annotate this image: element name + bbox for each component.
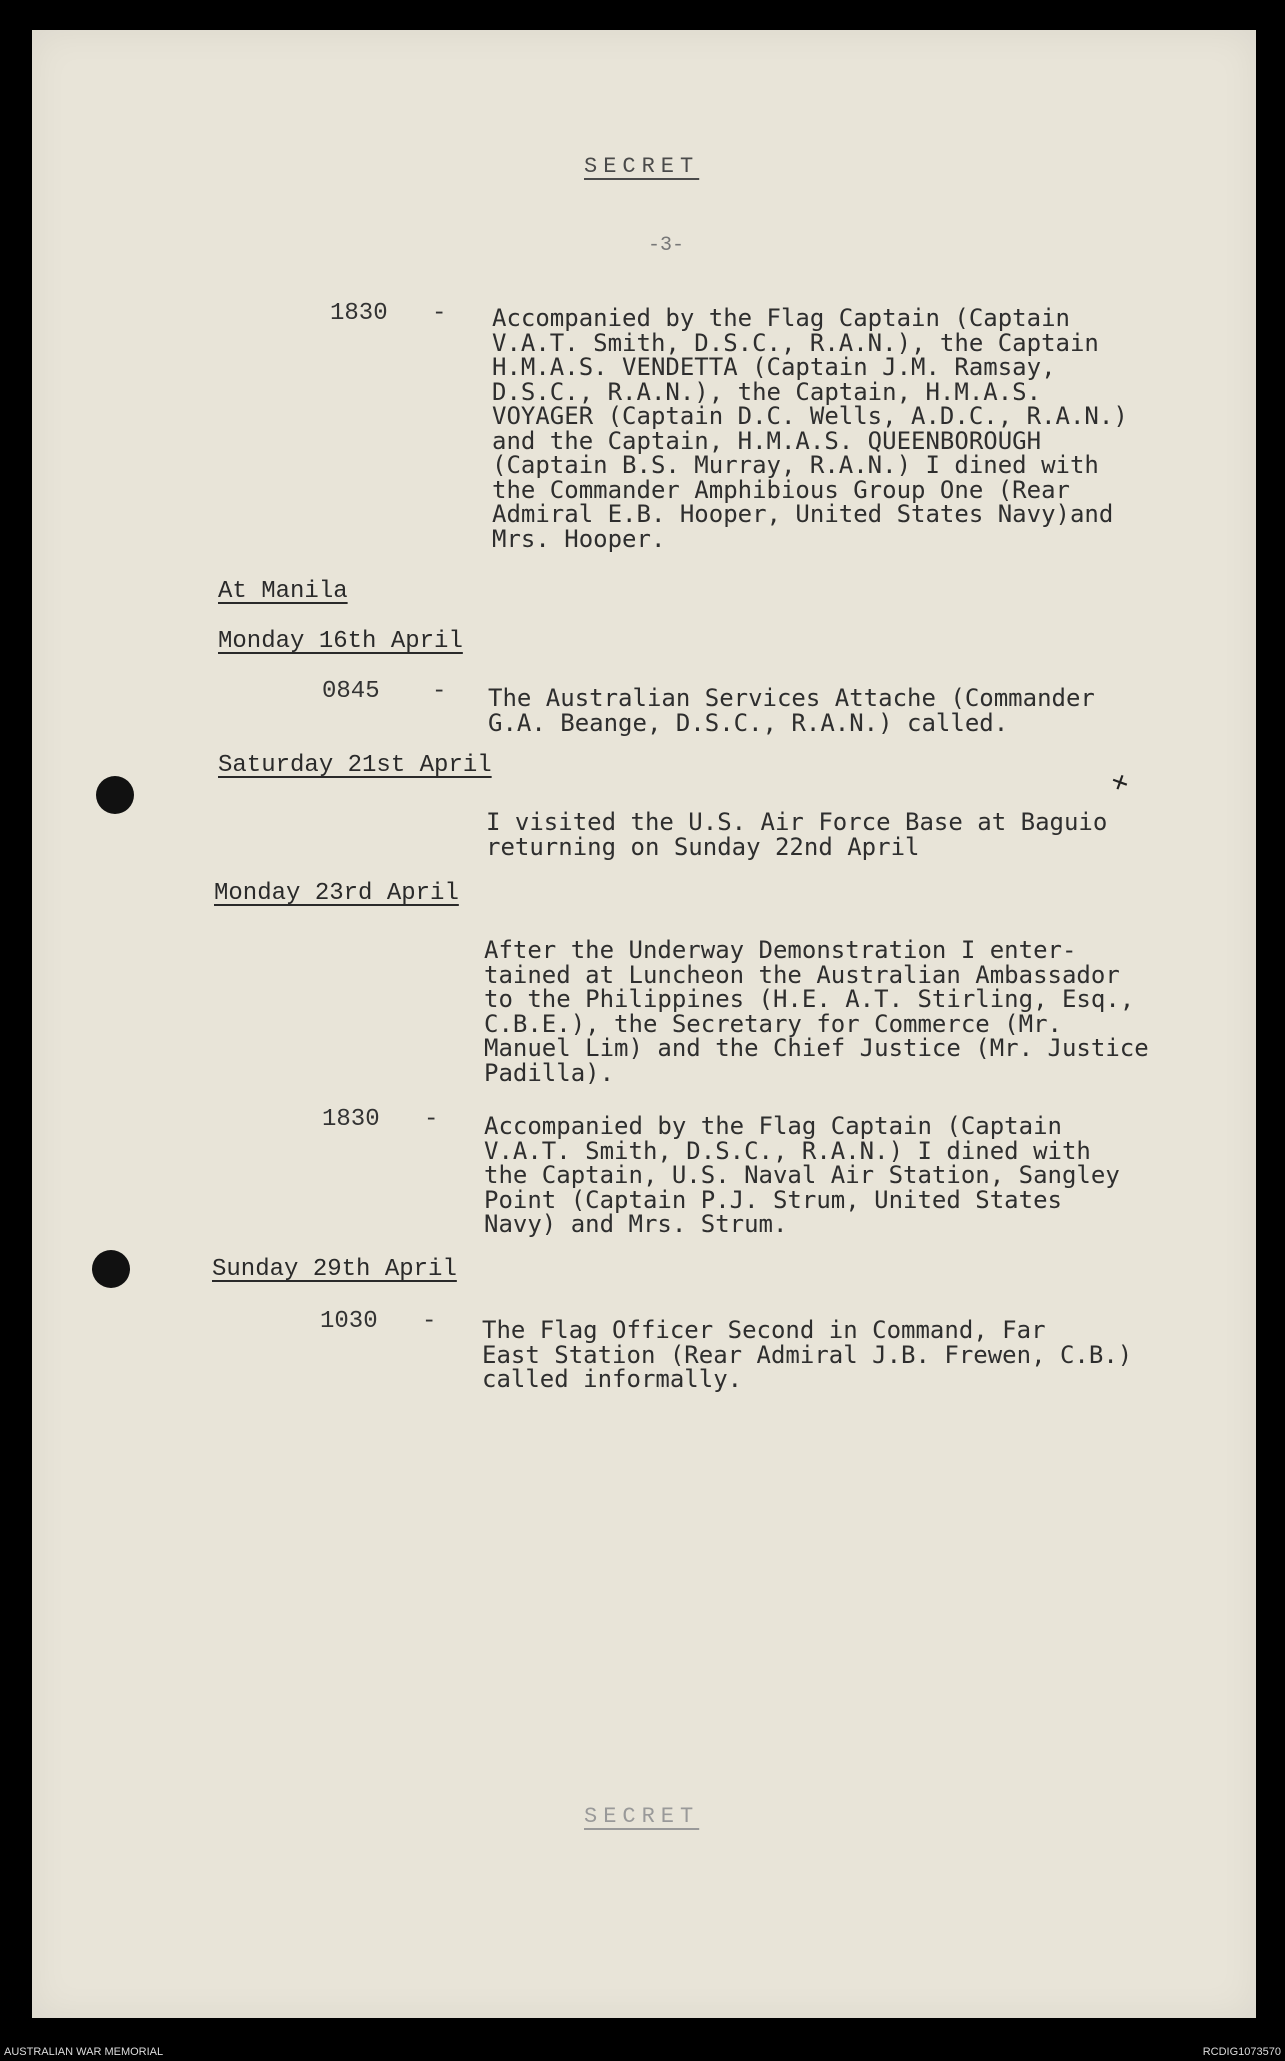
date-heading: Sunday 29th April	[212, 1256, 457, 1283]
entry-text: After the Underway Demonstration I enter- tained at Luncheon the Australian Ambassador to the Philippines (H.E. A.T. Stirling, Esq., C.B.E.), the Secretary for Commerce (Mr. Manuel Lim) and the Chief Justice (Mr. Justice Padilla).	[484, 936, 1149, 1087]
pen-tick-mark: +	[1104, 765, 1134, 805]
entry-time: 1830	[322, 1106, 380, 1133]
page-number: -3-	[648, 234, 685, 257]
classification-header: SECRET	[584, 154, 700, 179]
location-heading: At Manila	[218, 578, 348, 605]
entry-time: 1830	[330, 300, 388, 327]
entry-dash: -	[422, 1308, 437, 1335]
entry-text: The Australian Services Attache (Commander G.A. Beange, D.S.C., R.A.N.) called.	[488, 684, 1095, 737]
entry-time: 1030	[320, 1308, 378, 1335]
credit-left: AUSTRALIAN WAR MEMORIAL	[4, 2046, 164, 2058]
entry-dash: -	[432, 678, 447, 705]
entry-text: The Flag Officer Second in Command, Far East Station (Rear Admiral J.B. Frewen, C.B.) called informally.	[482, 1316, 1133, 1393]
entry-dash: -	[424, 1106, 439, 1133]
entry-text: I visited the U.S. Air Force Base at Baguio returning on Sunday 22nd April	[486, 808, 1108, 861]
classification-footer: SECRET	[584, 1804, 700, 1829]
date-heading: Saturday 21st April	[218, 752, 492, 779]
entry-time: 0845	[322, 678, 380, 705]
punch-hole	[92, 1250, 130, 1288]
entry-dash: -	[432, 300, 447, 327]
punch-hole	[96, 776, 134, 814]
date-heading: Monday 16th April	[218, 628, 463, 655]
entry-text: Accompanied by the Flag Captain (Captain V.A.T. Smith, D.S.C., R.A.N.), the Captain H.M.A.S. VENDETTA (Captain J.M. Ramsay, D.S.C., R.A.N.), the Captain, H.M.A.S. VOYAGER (Captain D.C. Wells, A.D.C., R.A.N.) and the Captain, H.M.A.S. QUEENBOROUGH (Captain B.S. Murray, R.A.N.) I dined with the Commander Amphibious Group One (Rear Admiral E.B. Hooper, United States Navy)and Mrs. Hooper.	[492, 304, 1128, 553]
entry-text: Accompanied by the Flag Captain (Captain V.A.T. Smith, D.S.C., R.A.N.) I dined with the Captain, U.S. Naval Air Station, Sangley Point (Captain P.J. Strum, United States Navy) and Mrs. Strum.	[484, 1112, 1120, 1238]
document-page	[32, 30, 1256, 2018]
date-heading: Monday 23rd April	[214, 880, 459, 907]
credit-right: RCDIG1073570	[1202, 2046, 1281, 2058]
